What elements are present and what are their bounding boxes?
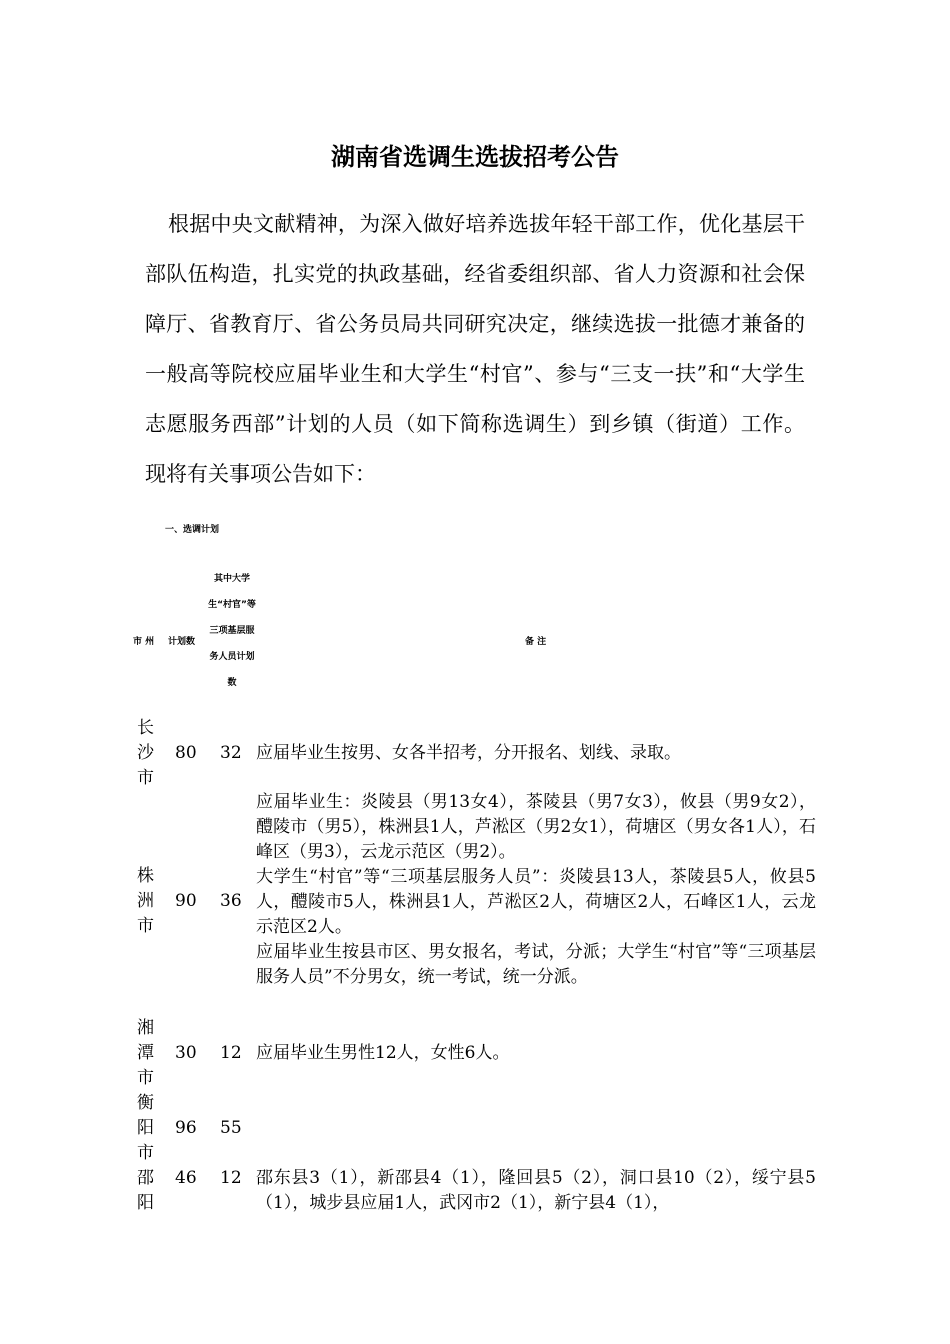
- row-changsha-plan: 80: [175, 743, 197, 763]
- row-shaoyang-city: 邵阳: [137, 1168, 154, 1213]
- note-line: 邵东县3（1），新邵县4（1），隆回县5（2），洞口县10（2），绥宁县5（1），城步县应届1人，武冈市2（1），新宁县4（1），: [256, 1168, 816, 1213]
- row-xiangtan-note: [256, 1041, 816, 1066]
- intro-paragraph: 根据中央文献精神，为深入做好培养选拔年轻干部工作，优化基层干部队伍构造，扎实党的执政基础，经省委组织部、省人力资源和社会保障厅、省教育厅、省公务员局共同研究决定，继续选拔一批德才兼备的一般高等院校应届毕业生和大学生“村官”、参与“三支一扶”和“大学生志愿服务西部”计划的人员（如下简称选调生）到乡镇（街道）工作。现将有关事项公告如下：: [145, 212, 805, 486]
- row-xiangtan-plan: 30: [175, 1043, 197, 1063]
- header-remarks: 备 注: [525, 637, 547, 647]
- note-line: 应届毕业生按县市区、男女报名，考试，分派；大学生“村官”等“三项基层服务人员”不分男女，统一考试，统一分派。: [256, 942, 816, 987]
- row-xiangtan-sub: 12: [220, 1043, 242, 1063]
- row-zhuzhou-city: 株洲市: [137, 866, 154, 936]
- section-heading: 一、选调计划: [165, 525, 220, 535]
- header-plan-count: 计划数: [168, 637, 196, 647]
- row-shaoyang-note: [256, 1166, 816, 1216]
- header-grassroots-count: 其中大学生“村官”等三项基层服务人员计划数: [208, 574, 256, 688]
- row-xiangtan-city: 湘潭市: [137, 1018, 154, 1088]
- row-hengyang-city: 衡阳市: [137, 1093, 154, 1163]
- note-line: 应届毕业生按男、女各半招考，分开报名、划线、录取。: [256, 743, 681, 763]
- row-changsha-note: [256, 741, 816, 766]
- row-changsha-city: 长沙市: [137, 718, 154, 788]
- note-line: 应届毕业生：炎陵县（男13女4），茶陵县（男7女3），攸县（男9女2），醴陵市（男5），株洲县1人，芦淞区（男2女1），荷塘区（男女各1人），石峰区（男3），云龙示范区（男2）。: [256, 792, 817, 862]
- row-hengyang-sub: 55: [220, 1118, 242, 1138]
- header-city: 市 州: [133, 637, 155, 647]
- note-line: 应届毕业生男性12人，女性6人。: [256, 1043, 510, 1063]
- document-title: 湖南省选调生选拔招考公告: [331, 143, 619, 171]
- row-zhuzhou-note: [256, 790, 816, 990]
- row-shaoyang-plan: 46: [175, 1168, 197, 1188]
- row-shaoyang-sub: 12: [220, 1168, 242, 1188]
- note-line: 大学生“村官”等“三项基层服务人员”：炎陵县13人，茶陵县5人，攸县5人，醴陵市5人，株洲县1人，芦淞区2人，荷塘区2人，石峰区1人，云龙示范区2人。: [256, 867, 816, 937]
- row-zhuzhou-plan: 90: [175, 891, 197, 911]
- row-zhuzhou-sub: 36: [220, 891, 242, 911]
- row-changsha-sub: 32: [220, 743, 242, 763]
- row-hengyang-plan: 96: [175, 1118, 197, 1138]
